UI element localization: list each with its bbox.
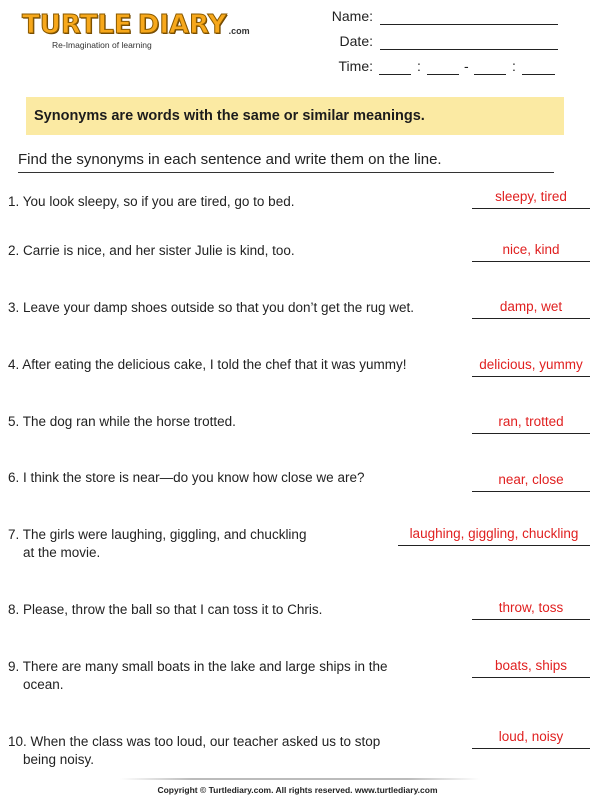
logo-domain: .com [228,26,250,36]
answer-line-7[interactable] [398,545,590,546]
answer-4: delicious, yummy [479,357,583,372]
question-2 [8,242,428,260]
answer-line-2[interactable] [472,261,590,262]
time-separator-dash: - [464,58,469,74]
question-number: 3. [8,300,20,315]
answer-9: boats, ships [494,658,568,673]
logo-tagline: Re-Imagination of learning [52,40,152,50]
question-10 [8,733,428,769]
instruction-text: Find the synonyms in each sentence and write them on the line. [18,151,554,173]
question-3 [8,299,458,317]
question-number: 8. [8,602,20,617]
answer-line-5[interactable] [472,433,590,434]
question-1 [8,193,428,211]
definition-banner: Synonyms are words with the same or similar meanings. [26,97,564,135]
logo-word-diary: DIARY [137,10,227,40]
answer-8: throw, toss [498,600,564,615]
date-field[interactable] [380,49,558,50]
question-9 [8,658,428,694]
question-number: 1. [8,194,20,209]
time-end-hour-field[interactable] [474,74,506,75]
question-6 [8,469,428,487]
question-text: The girls were laughing, giggling, and chuckling [22,527,307,542]
name-field[interactable] [380,24,558,25]
date-label: Date: [339,33,373,49]
answer-1: sleepy, tired [495,189,567,204]
answer-2: nice, kind [502,242,560,257]
question-number: 2. [8,243,20,258]
question-text: There are many small boats in the lake and large ships in the [22,659,388,674]
question-text: I think the store is near—do you know how close we are? [23,470,365,485]
answer-line-1[interactable] [472,208,590,209]
question-number: 7. [8,527,20,542]
time-separator-colon: : [417,58,421,74]
answer-3: damp, wet [499,299,563,314]
question-number: 10. [8,734,27,749]
question-7 [8,526,428,562]
question-text-continued: ocean. [23,677,64,692]
question-8 [8,601,428,619]
question-number: 9. [8,659,20,674]
question-number: 5. [8,414,20,429]
time-separator-colon-2: : [512,58,516,74]
copyright-footer: Copyright © Turtlediary.com. All rights reserved. www.turtlediary.com [157,785,438,795]
question-text: After eating the delicious cake, I told the chef that it was yummy! [22,357,407,372]
answer-6: near, close [498,472,564,487]
answer-line-10[interactable] [472,748,590,749]
question-text-continued: being noisy. [23,752,95,767]
answer-line-6[interactable] [472,491,590,492]
answer-7: laughing, giggling, chuckling [409,526,579,541]
answer-10: loud, noisy [498,729,564,744]
question-text: Carrie is nice, and her sister Julie is kind, too. [23,243,295,258]
answer-line-4[interactable] [472,376,590,377]
question-text: When the class was too loud, our teacher asked us to stop [30,734,381,749]
footer-divider [120,778,480,780]
time-end-minute-field[interactable] [522,74,555,75]
question-text: Leave your damp shoes outside so that you don’t get the rug wet. [23,300,415,315]
turtle-diary-logo [22,10,250,60]
question-4 [8,356,468,374]
time-minute-field[interactable] [427,74,459,75]
question-5 [8,413,428,431]
question-text: The dog ran while the horse trotted. [22,414,236,429]
question-text-continued: at the movie. [23,545,101,560]
answer-line-8[interactable] [472,619,590,620]
answer-line-9[interactable] [472,677,590,678]
time-hour-field[interactable] [379,74,411,75]
logo-wordmark [22,10,250,40]
logo-word-turtle: TURTLE [22,10,132,40]
time-label: Time: [338,58,373,74]
question-number: 4. [8,357,20,372]
answer-line-3[interactable] [472,318,590,319]
question-number: 6. [8,470,20,485]
question-text: You look sleepy, so if you are tired, go to bed. [22,194,295,209]
name-label: Name: [331,8,373,24]
question-text: Please, throw the ball so that I can toss it to Chris. [23,602,323,617]
answer-5: ran, trotted [498,414,564,429]
